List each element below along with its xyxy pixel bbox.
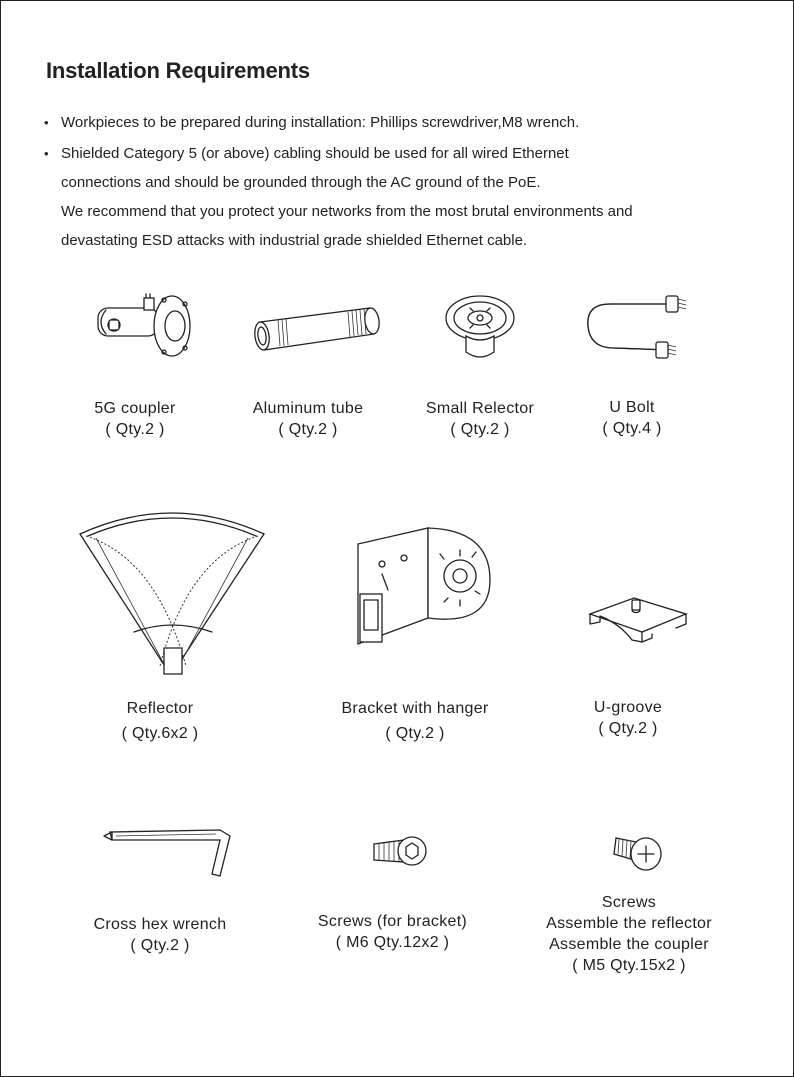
requirements-list (40, 108, 760, 255)
bullet-icon: • (44, 115, 49, 130)
item-purpose: Assemble the reflector (546, 915, 712, 932)
hex-wrench-icon (102, 822, 234, 880)
item-name: Screws (for bracket) (317, 913, 468, 930)
item-qty: ( Qty.4 ) (602, 420, 662, 437)
item-name: Screws (601, 894, 657, 911)
requirement-text: We recommend that you protect your networks from the most brutal environments and (61, 203, 633, 220)
bullet-icon: • (44, 146, 49, 161)
requirement-item (40, 108, 760, 137)
hex-screw-icon (370, 834, 432, 870)
requirement-item (40, 139, 760, 255)
item-qty: ( Qty.2 ) (385, 725, 445, 742)
item-qty: ( Qty.6x2 ) (121, 725, 199, 742)
page-title: Installation Requirements (46, 58, 310, 83)
item-purpose: Assemble the coupler (549, 936, 709, 953)
reflector-icon (76, 498, 268, 680)
screws-reflector-label (524, 892, 734, 976)
hex-wrench-label (80, 914, 240, 956)
phillips-screw-icon (612, 830, 664, 874)
coupler-label (70, 398, 200, 440)
item-qty: ( Qty.2 ) (450, 421, 510, 438)
item-qty: ( Qty.2 ) (105, 421, 165, 438)
item-name: U-groove (593, 699, 663, 716)
item-name: 5G coupler (94, 400, 176, 417)
small-reflector-icon (440, 292, 520, 366)
bracket-icon (352, 514, 494, 656)
coupler-icon (92, 292, 196, 362)
item-qty: ( M5 Qty.15x2 ) (572, 957, 686, 974)
requirement-text: devastating ESD attacks with industrial grade shielded Ethernet cable. (61, 232, 528, 249)
u-bolt-icon (580, 290, 692, 362)
u-groove-icon (586, 588, 690, 650)
item-qty: ( Qty.2 ) (130, 937, 190, 954)
item-name: U Bolt (609, 399, 655, 416)
item-name: Bracket with hanger (341, 700, 489, 717)
u-bolt-label (572, 397, 692, 439)
item-qty: ( Qty.2 ) (278, 421, 338, 438)
item-name: Cross hex wrench (93, 916, 227, 933)
requirement-text: connections and should be grounded through the AC ground of the PoE. (61, 174, 541, 191)
item-qty: ( M6 Qty.12x2 ) (335, 934, 450, 951)
bracket-label (320, 698, 510, 744)
screws-bracket-label (300, 911, 485, 953)
requirement-text: Workpieces to be prepared during installation: Phillips screwdriver,M8 wrench. (61, 114, 580, 131)
item-name: Small Relector (425, 400, 535, 417)
small-reflector-label (405, 398, 555, 440)
requirement-text: Shielded Category 5 (or above) cabling should be used for all wired Ethernet (61, 145, 569, 162)
item-name: Aluminum tube (252, 400, 364, 417)
item-name: Reflector (126, 700, 194, 717)
item-qty: ( Qty.2 ) (598, 720, 658, 737)
tube-icon (248, 300, 388, 360)
u-groove-label (568, 697, 688, 739)
reflector-label (90, 698, 230, 744)
tube-label (228, 398, 388, 440)
